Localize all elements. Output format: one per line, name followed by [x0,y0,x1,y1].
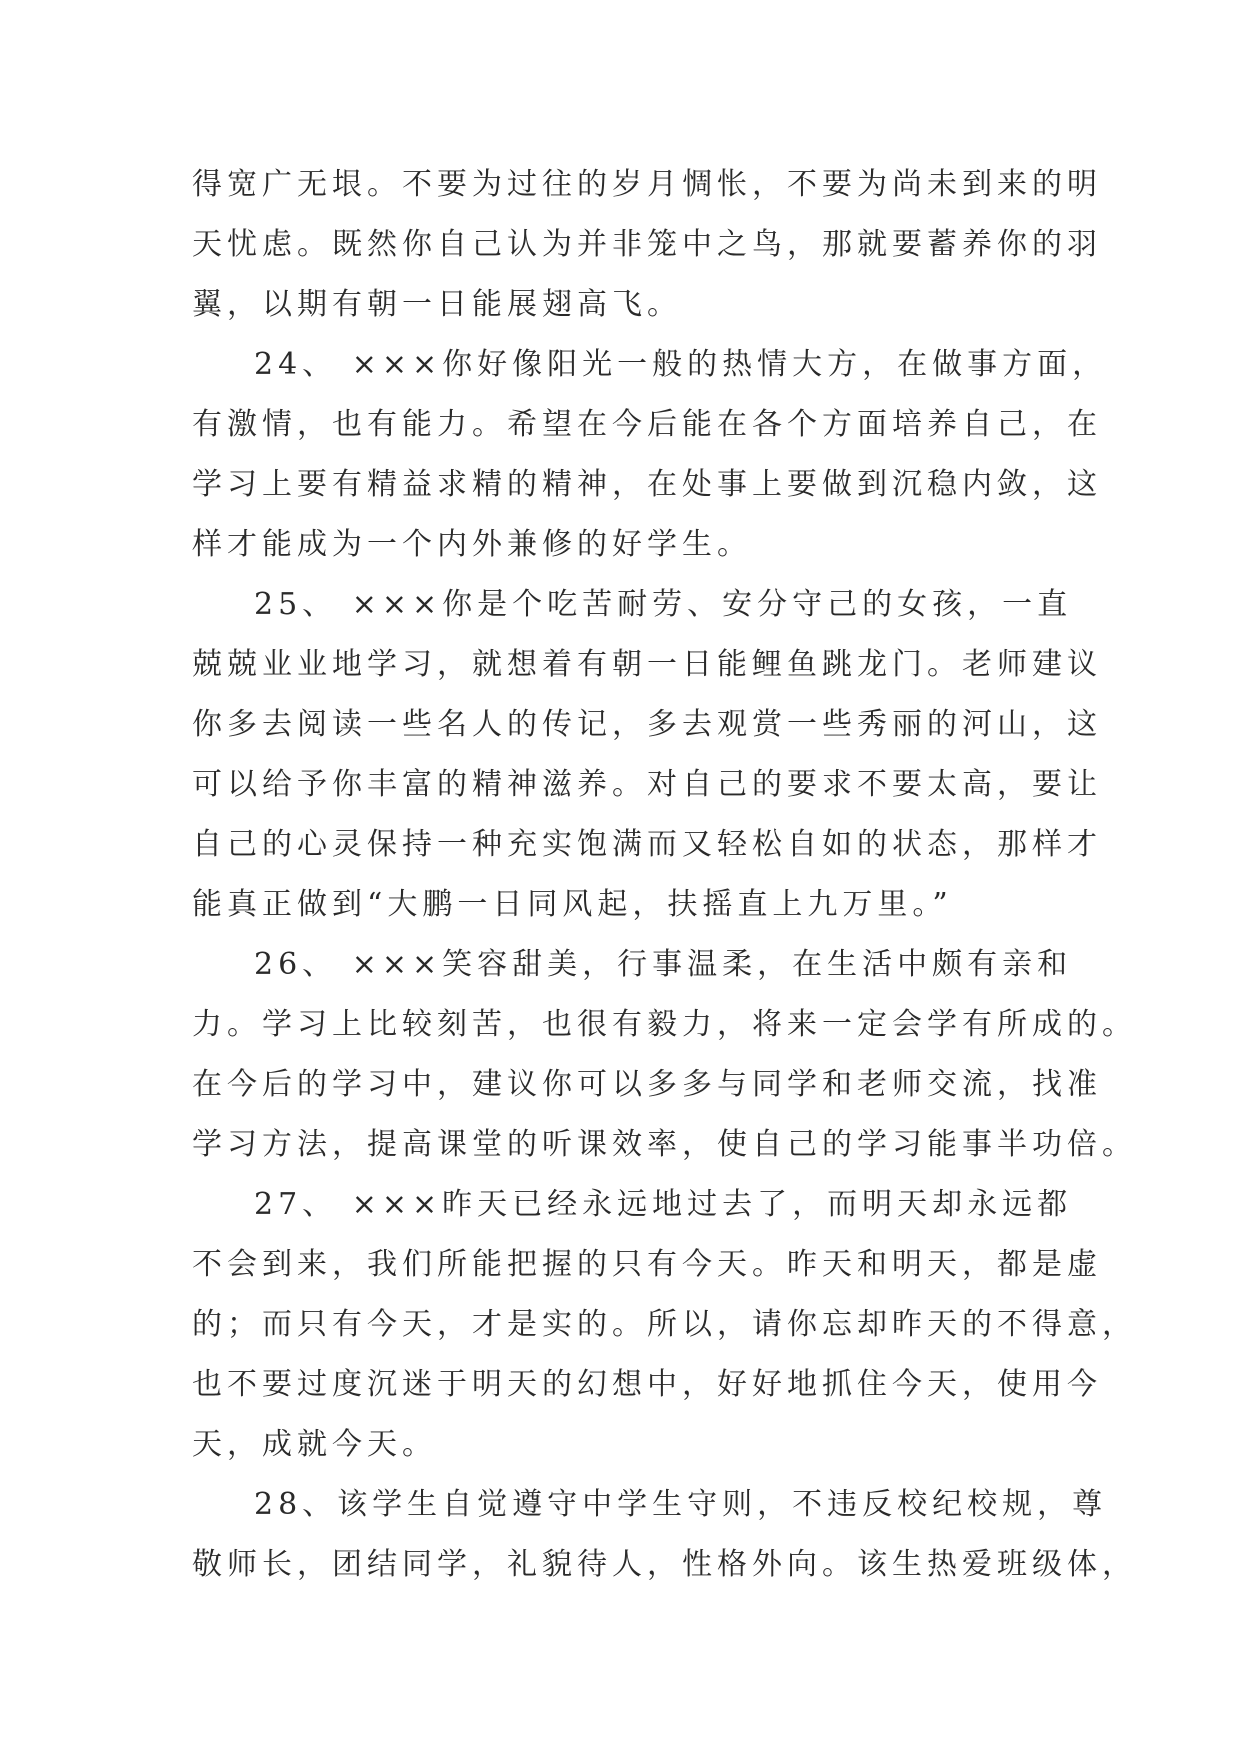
text-line: 27、 ×××昨天已经永远地过去了，而明天却永远都 [254,1187,1073,1222]
text-line: 26、 ×××笑容甜美，行事温柔，在生活中颇有亲和 [254,947,1073,982]
text-line: 25、 ×××你是个吃苦耐劳、安分守己的女孩，一直 [254,587,1073,622]
text-line: 样才能成为一个内外兼修的好学生。 [192,527,752,562]
paragraph-24 [192,335,1108,575]
text-line: 天，成就今天。 [192,1427,437,1462]
document-body [192,155,1137,1595]
text-line: 的；而只有今天，才是实的。所以，请你忘却昨天的不得意， [192,1307,1137,1342]
text-line: 也不要过度沉迷于明天的幻想中，好好地抓住今天，使用今 [192,1367,1102,1402]
text-line: 你多去阅读一些名人的传记，多去观赏一些秀丽的河山，这 [192,707,1102,742]
text-line: 有激情，也有能力。希望在今后能在各个方面培养自己，在 [192,407,1102,442]
text-line: 能真正做到“大鹏一日同风起，扶摇直上九万里。” [192,887,953,922]
paragraph-26 [192,935,1137,1175]
text-line: 敬师长，团结同学，礼貌待人，性格外向。该生热爱班级体， [192,1547,1137,1582]
text-line: 可以给予你丰富的精神滋养。对自己的要求不要太高，要让 [192,767,1102,802]
text-line: 兢兢业业地学习，就想着有朝一日能鲤鱼跳龙门。老师建议 [192,647,1102,682]
text-line: 在今后的学习中，建议你可以多多与同学和老师交流，找准 [192,1067,1102,1102]
paragraph-continued [192,155,1102,335]
text-line: 翼，以期有朝一日能展翅高飞。 [192,287,682,322]
text-line: 学习上要有精益求精的精神，在处事上要做到沉稳内敛，这 [192,467,1102,502]
text-line: 得宽广无垠。不要为过往的岁月惆怅，不要为尚未到来的明 [192,167,1102,202]
paragraph-25 [192,575,1102,935]
text-line: 天忧虑。既然你自己认为并非笼中之鸟，那就要蓄养你的羽 [192,227,1102,262]
text-line: 自己的心灵保持一种充实饱满而又轻松自如的状态，那样才 [192,827,1102,862]
text-line: 28、该学生自觉遵守中学生守则，不违反校纪校规，尊 [254,1487,1108,1522]
text-line: 力。学习上比较刻苦，也很有毅力，将来一定会学有所成的。 [192,1007,1137,1042]
text-line: 学习方法，提高课堂的听课效率，使自己的学习能事半功倍。 [192,1127,1137,1162]
paragraph-27 [192,1175,1137,1475]
text-line: 24、 ×××你好像阳光一般的热情大方，在做事方面， [254,347,1108,382]
paragraph-28 [192,1475,1137,1595]
text-line: 不会到来，我们所能把握的只有今天。昨天和明天，都是虚 [192,1247,1102,1282]
